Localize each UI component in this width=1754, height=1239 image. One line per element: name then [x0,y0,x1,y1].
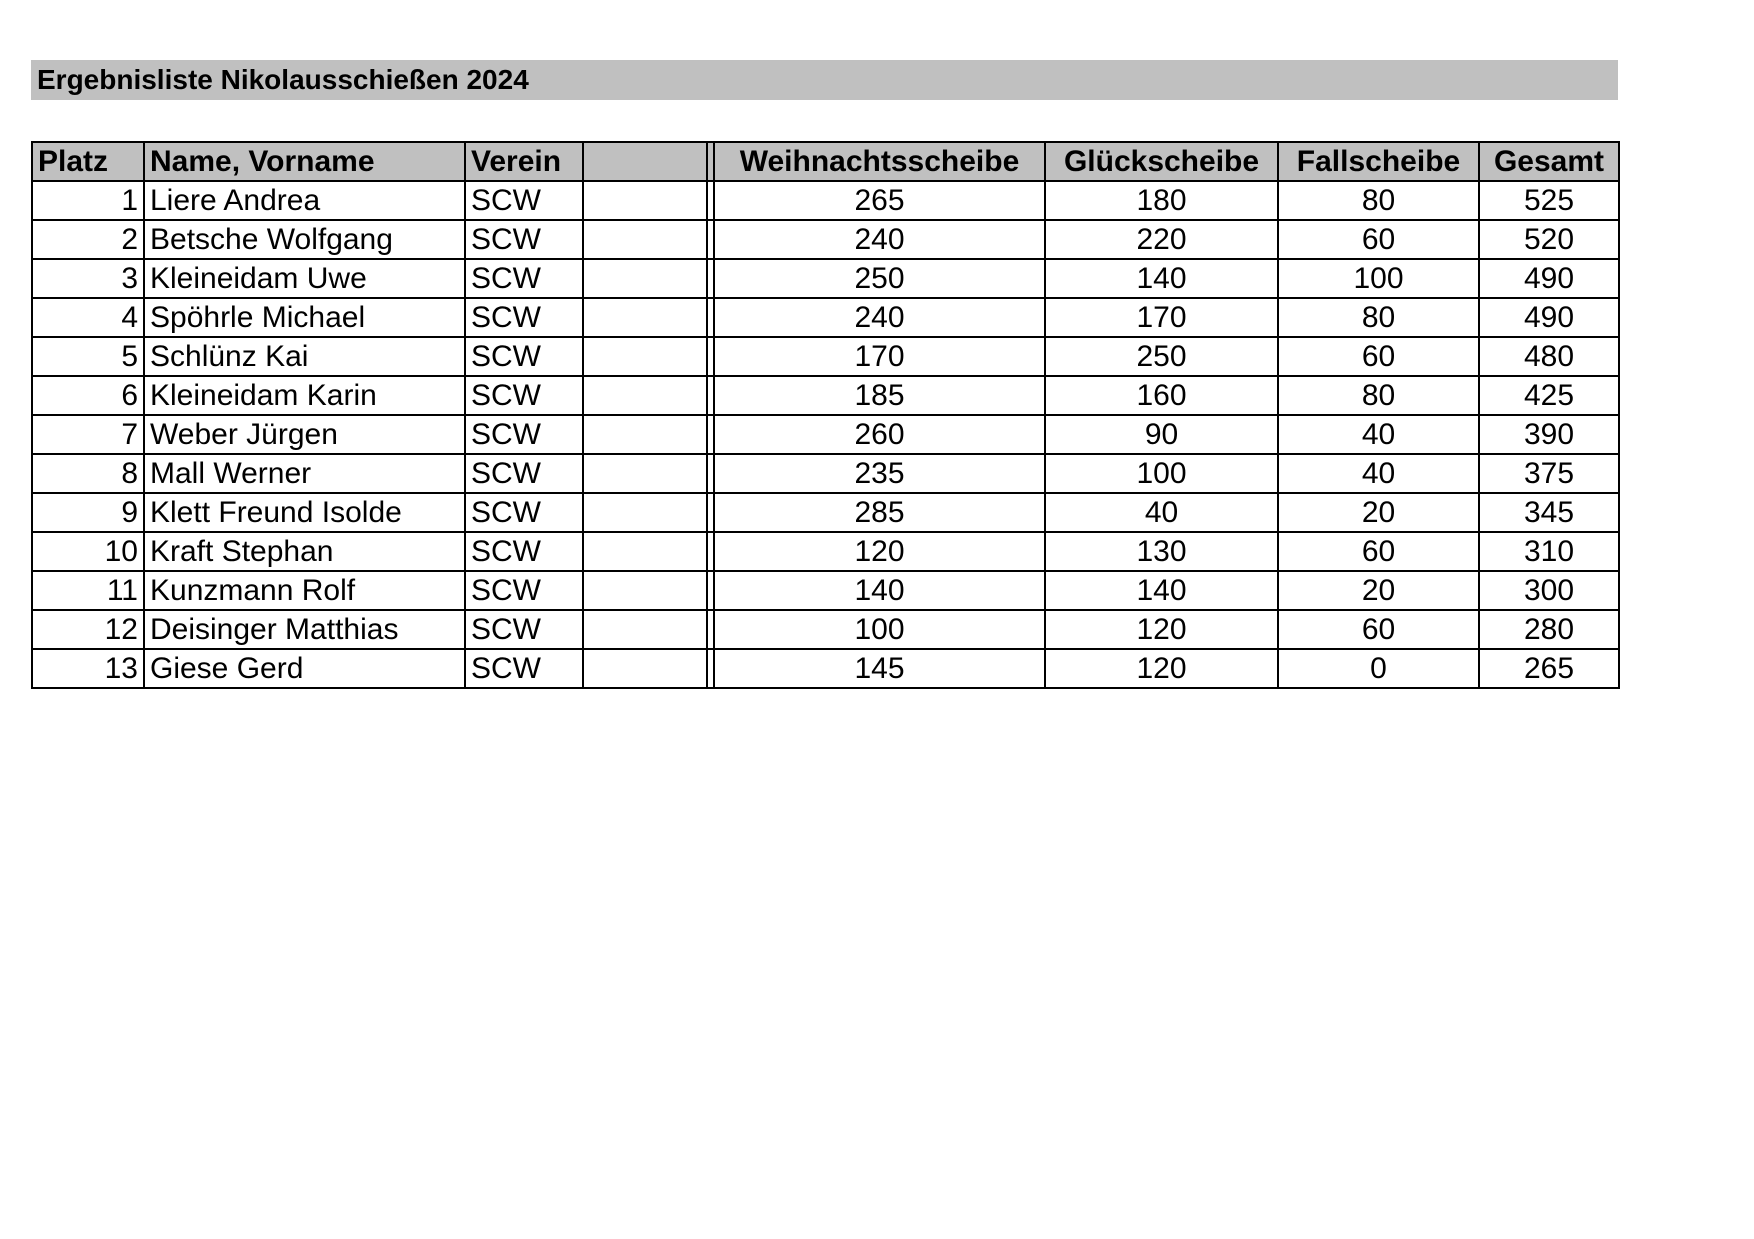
cell-extra [583,493,707,532]
cell-glueckscheibe: 120 [1045,610,1278,649]
cell-name: Kunzmann Rolf [144,571,465,610]
table-row [32,649,1619,688]
cell-extra [583,571,707,610]
cell-name: Liere Andrea [144,181,465,220]
cell-fallscheibe: 60 [1278,610,1479,649]
cell-weihnachtsscheibe: 260 [714,415,1045,454]
cell-verein: SCW [465,376,583,415]
cell-gesamt: 490 [1479,259,1619,298]
cell-separator [707,610,714,649]
header-name: Name, Vorname [144,142,465,181]
cell-separator [707,493,714,532]
header-extra [583,142,707,181]
table-row [32,571,1619,610]
cell-platz: 7 [32,415,144,454]
header-separator [707,142,714,181]
table-row [32,181,1619,220]
cell-verein: SCW [465,610,583,649]
cell-weihnachtsscheibe: 240 [714,220,1045,259]
table-row [32,220,1619,259]
table-row [32,532,1619,571]
header-row [32,142,1619,181]
cell-glueckscheibe: 130 [1045,532,1278,571]
cell-name: Giese Gerd [144,649,465,688]
cell-name: Deisinger Matthias [144,610,465,649]
cell-gesamt: 425 [1479,376,1619,415]
cell-platz: 11 [32,571,144,610]
page-title: Ergebnisliste Nikolausschießen 2024 [37,64,529,95]
header-weihnachtsscheibe: Weihnachtsscheibe [714,142,1045,181]
cell-platz: 1 [32,181,144,220]
cell-fallscheibe: 60 [1278,337,1479,376]
cell-glueckscheibe: 100 [1045,454,1278,493]
cell-name: Mall Werner [144,454,465,493]
cell-fallscheibe: 80 [1278,181,1479,220]
cell-weihnachtsscheibe: 235 [714,454,1045,493]
results-table [31,141,1620,689]
cell-extra [583,181,707,220]
cell-verein: SCW [465,181,583,220]
cell-weihnachtsscheibe: 100 [714,610,1045,649]
cell-extra [583,337,707,376]
cell-glueckscheibe: 180 [1045,181,1278,220]
cell-separator [707,337,714,376]
cell-extra [583,376,707,415]
cell-extra [583,532,707,571]
cell-extra [583,610,707,649]
cell-weihnachtsscheibe: 185 [714,376,1045,415]
cell-glueckscheibe: 170 [1045,298,1278,337]
table-row [32,298,1619,337]
cell-separator [707,532,714,571]
results-body [32,181,1619,688]
cell-gesamt: 390 [1479,415,1619,454]
cell-glueckscheibe: 220 [1045,220,1278,259]
cell-verein: SCW [465,415,583,454]
cell-fallscheibe: 20 [1278,571,1479,610]
cell-verein: SCW [465,259,583,298]
header-gesamt: Gesamt [1479,142,1619,181]
cell-verein: SCW [465,220,583,259]
cell-gesamt: 280 [1479,610,1619,649]
cell-gesamt: 520 [1479,220,1619,259]
cell-platz: 13 [32,649,144,688]
cell-platz: 8 [32,454,144,493]
cell-glueckscheibe: 140 [1045,259,1278,298]
table-row [32,415,1619,454]
cell-verein: SCW [465,337,583,376]
cell-verein: SCW [465,298,583,337]
cell-fallscheibe: 60 [1278,532,1479,571]
table-row [32,493,1619,532]
cell-name: Kleineidam Uwe [144,259,465,298]
cell-weihnachtsscheibe: 250 [714,259,1045,298]
cell-gesamt: 345 [1479,493,1619,532]
cell-weihnachtsscheibe: 265 [714,181,1045,220]
table-row [32,337,1619,376]
cell-weihnachtsscheibe: 140 [714,571,1045,610]
cell-verein: SCW [465,649,583,688]
cell-glueckscheibe: 140 [1045,571,1278,610]
cell-fallscheibe: 40 [1278,454,1479,493]
cell-name: Weber Jürgen [144,415,465,454]
cell-fallscheibe: 60 [1278,220,1479,259]
cell-extra [583,220,707,259]
cell-fallscheibe: 80 [1278,298,1479,337]
cell-separator [707,376,714,415]
cell-fallscheibe: 40 [1278,415,1479,454]
cell-glueckscheibe: 250 [1045,337,1278,376]
cell-extra [583,415,707,454]
cell-extra [583,454,707,493]
cell-fallscheibe: 20 [1278,493,1479,532]
cell-verein: SCW [465,493,583,532]
header-glueckscheibe: Glückscheibe [1045,142,1278,181]
cell-gesamt: 525 [1479,181,1619,220]
table-row [32,454,1619,493]
cell-glueckscheibe: 40 [1045,493,1278,532]
cell-gesamt: 265 [1479,649,1619,688]
cell-extra [583,649,707,688]
table-row [32,610,1619,649]
cell-glueckscheibe: 120 [1045,649,1278,688]
cell-separator [707,298,714,337]
cell-platz: 10 [32,532,144,571]
cell-glueckscheibe: 90 [1045,415,1278,454]
cell-platz: 9 [32,493,144,532]
cell-weihnachtsscheibe: 240 [714,298,1045,337]
cell-gesamt: 375 [1479,454,1619,493]
cell-name: Klett Freund Isolde [144,493,465,532]
cell-verein: SCW [465,571,583,610]
cell-platz: 6 [32,376,144,415]
cell-separator [707,649,714,688]
cell-separator [707,571,714,610]
cell-verein: SCW [465,532,583,571]
cell-platz: 4 [32,298,144,337]
cell-separator [707,259,714,298]
cell-fallscheibe: 0 [1278,649,1479,688]
cell-verein: SCW [465,454,583,493]
header-platz: Platz [32,142,144,181]
cell-weihnachtsscheibe: 120 [714,532,1045,571]
cell-name: Schlünz Kai [144,337,465,376]
cell-glueckscheibe: 160 [1045,376,1278,415]
cell-fallscheibe: 80 [1278,376,1479,415]
cell-name: Spöhrle Michael [144,298,465,337]
cell-weihnachtsscheibe: 170 [714,337,1045,376]
cell-weihnachtsscheibe: 285 [714,493,1045,532]
cell-platz: 5 [32,337,144,376]
cell-separator [707,181,714,220]
cell-name: Kleineidam Karin [144,376,465,415]
title-bar [31,60,1618,100]
cell-weihnachtsscheibe: 145 [714,649,1045,688]
cell-gesamt: 480 [1479,337,1619,376]
table-row [32,376,1619,415]
cell-extra [583,298,707,337]
cell-separator [707,415,714,454]
header-fallscheibe: Fallscheibe [1278,142,1479,181]
cell-name: Betsche Wolfgang [144,220,465,259]
table-row [32,259,1619,298]
header-verein: Verein [465,142,583,181]
cell-platz: 2 [32,220,144,259]
cell-platz: 12 [32,610,144,649]
cell-name: Kraft Stephan [144,532,465,571]
cell-fallscheibe: 100 [1278,259,1479,298]
cell-separator [707,454,714,493]
cell-extra [583,259,707,298]
cell-gesamt: 490 [1479,298,1619,337]
cell-gesamt: 300 [1479,571,1619,610]
cell-gesamt: 310 [1479,532,1619,571]
cell-platz: 3 [32,259,144,298]
cell-separator [707,220,714,259]
